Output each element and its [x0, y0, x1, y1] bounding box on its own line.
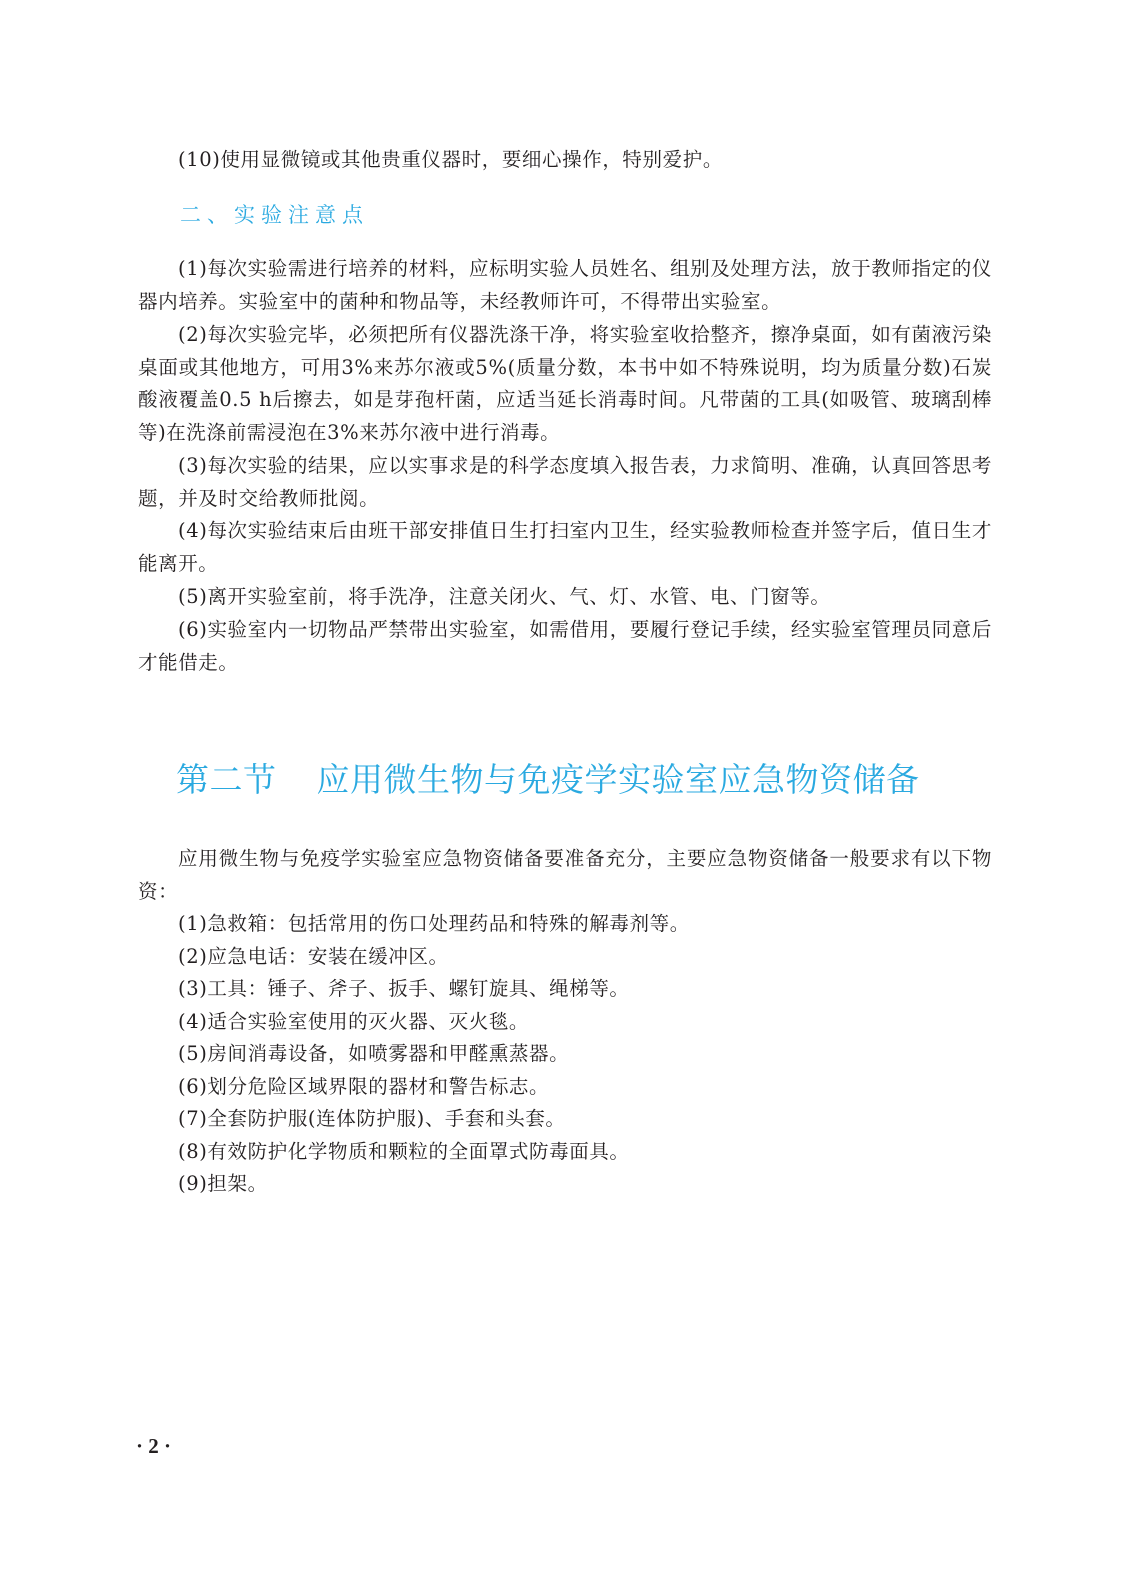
supply-item-6: (6)划分危险区域界限的器材和警告标志。	[178, 1075, 550, 1098]
item-10-paragraph: (10)使用显微镜或其他贵重仪器时，要细心操作，特别爱护。	[178, 148, 723, 171]
section-title-text: 应用微生物与免疫学实验室应急物资储备	[316, 760, 920, 799]
subsection-heading: 二、实验注意点	[180, 203, 369, 227]
section-intro: 应用微生物与免疫学实验室应急物资储备要准备充分，主要应急物资储备一般要求有以下物资：	[138, 847, 992, 903]
page-number: · 2 ·	[136, 1434, 172, 1458]
supply-item-8: (8)有效防护化学物质和颗粒的全面罩式防毒面具。	[178, 1140, 630, 1163]
supply-item-1: (1)急救箱：包括常用的伤口处理药品和特殊的解毒剂等。	[178, 912, 690, 935]
section-number: 第二节	[176, 760, 277, 799]
supply-item-7: (7)全套防护服(连体防护服)、手套和头套。	[178, 1107, 566, 1130]
supply-item-2: (2)应急电话：安装在缓冲区。	[178, 945, 449, 968]
note-item-1: (1)每次实验需进行培养的材料，应标明实验人员姓名、组别及处理方法，放于教师指定的仪器内培养。实验室中的菌种和物品等，未经教师许可，不得带出实验室。	[138, 257, 992, 313]
note-item-5: (5)离开实验室前，将手洗净，注意关闭火、气、灯、水管、电、门窗等。	[178, 585, 831, 608]
section-title	[176, 754, 920, 801]
supply-item-3: (3)工具：锤子、斧子、扳手、螺钉旋具、绳梯等。	[178, 977, 630, 1000]
supply-item-4: (4)适合实验室使用的灭火器、灭火毯。	[178, 1010, 530, 1033]
note-item-2: (2)每次实验完毕，必须把所有仪器洗涤干净，将实验室收拾整齐，擦净桌面，如有菌液污染桌面或其他地方，可用3%来苏尔液或5%(质量分数，本书中如不特殊说明，均为质量分数)石炭酸液覆盖0.5 h后擦去，如是芽孢杆菌，应适当延长消毒时间。凡带菌的工具(如吸管、玻璃刮棒等)在洗涤前需浸泡在3%来苏尔液中进行消毒。	[138, 323, 992, 444]
note-item-6: (6)实验室内一切物品严禁带出实验室，如需借用，要履行登记手续，经实验室管理员同意后才能借走。	[138, 618, 992, 674]
note-item-3: (3)每次实验的结果，应以实事求是的科学态度填入报告表，力求简明、准确，认真回答思考题，并及时交给教师批阅。	[138, 454, 992, 510]
note-item-4: (4)每次实验结束后由班干部安排值日生打扫室内卫生，经实验教师检查并签字后，值日生才能离开。	[138, 519, 992, 575]
supply-item-9: (9)担架。	[178, 1172, 268, 1195]
supply-item-5: (5)房间消毒设备，如喷雾器和甲醛熏蒸器。	[178, 1042, 570, 1065]
